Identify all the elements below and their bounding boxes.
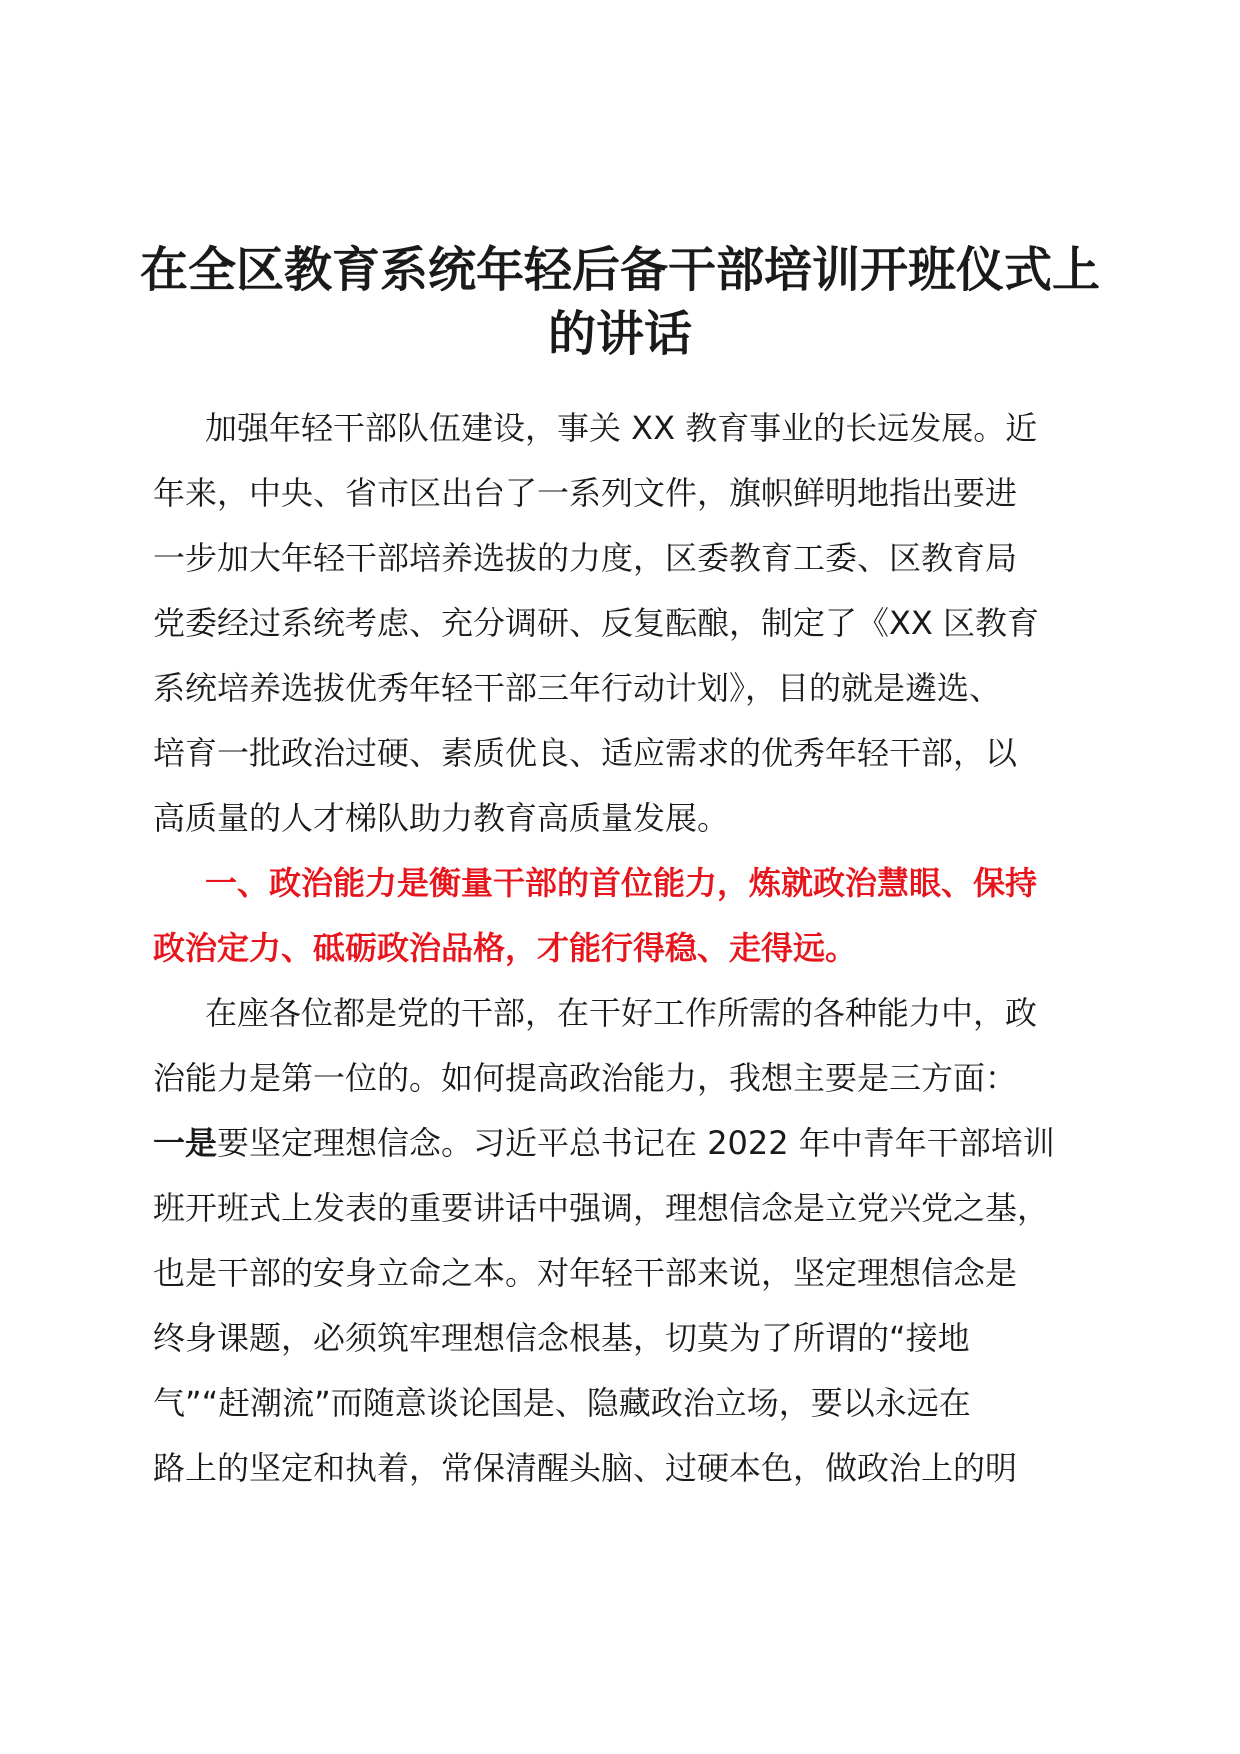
text-line: 气”“赶潮流”而随意谈论国是、隐藏政治立场，要以永远在 [153, 1384, 971, 1422]
heading-line: 一、政治能力是衡量干部的首位能力，炼就政治慧眼、保持 [205, 864, 1038, 902]
text-line: 党委经过系统考虑、充分调研、反复酝酿，制定了《XX 区教育 [153, 604, 1040, 642]
document-title [130, 238, 1110, 366]
text-line: 培育一批政治过硬、素质优良、适应需求的优秀年轻干部，以 [153, 734, 1018, 772]
text-line: 高质量的人才梯队助力教育高质量发展。 [153, 799, 730, 837]
document-body [153, 396, 1093, 1501]
paragraph-political-ability [153, 981, 1093, 1501]
text-line [153, 1111, 1093, 1176]
title-line-1: 在全区教育系统年轻后备干部培训开班仪式上 [139, 242, 1100, 298]
text-line: 路上的坚定和执着，常保清醒头脑、过硬本色，做政治上的明 [153, 1449, 1018, 1487]
heading-line: 政治定力、砥砺政治品格，才能行得稳、走得远。 [153, 929, 858, 967]
text-line: 班开班式上发表的重要讲话中强调，理想信念是立党兴党之基， [153, 1189, 1050, 1227]
text-line: 也是干部的安身立命之本。对年轻干部来说，坚定理想信念是 [153, 1254, 1018, 1292]
emphasis-label: 一是 [153, 1124, 218, 1162]
paragraph-intro [153, 396, 1093, 851]
text-line: 治能力是第一位的。如何提高政治能力，我想主要是三方面： [153, 1059, 1018, 1097]
text-line: 在座各位都是党的干部，在干好工作所需的各种能力中，政 [205, 994, 1038, 1032]
section-heading-1 [153, 851, 1093, 981]
text-line: 终身课题，必须筑牢理想信念根基，切莫为了所谓的“接地 [153, 1319, 970, 1357]
text-line: 加强年轻干部队伍建设，事关 XX 教育事业的长远发展。近 [205, 409, 1038, 447]
text-line: 系统培养选拔优秀年轻干部三年行动计划》，目的就是遴选、 [153, 669, 1002, 707]
text-segment: 要坚定理想信念。习近平总书记在 2022 年中青年干部培训 [217, 1124, 1055, 1162]
title-line-2: 的讲话 [547, 306, 692, 362]
text-line: 一步加大年轻干部培养选拔的力度，区委教育工委、区教育局 [153, 539, 1018, 577]
text-line: 年来，中央、省市区出台了一系列文件，旗帜鲜明地指出要进 [153, 474, 1018, 512]
